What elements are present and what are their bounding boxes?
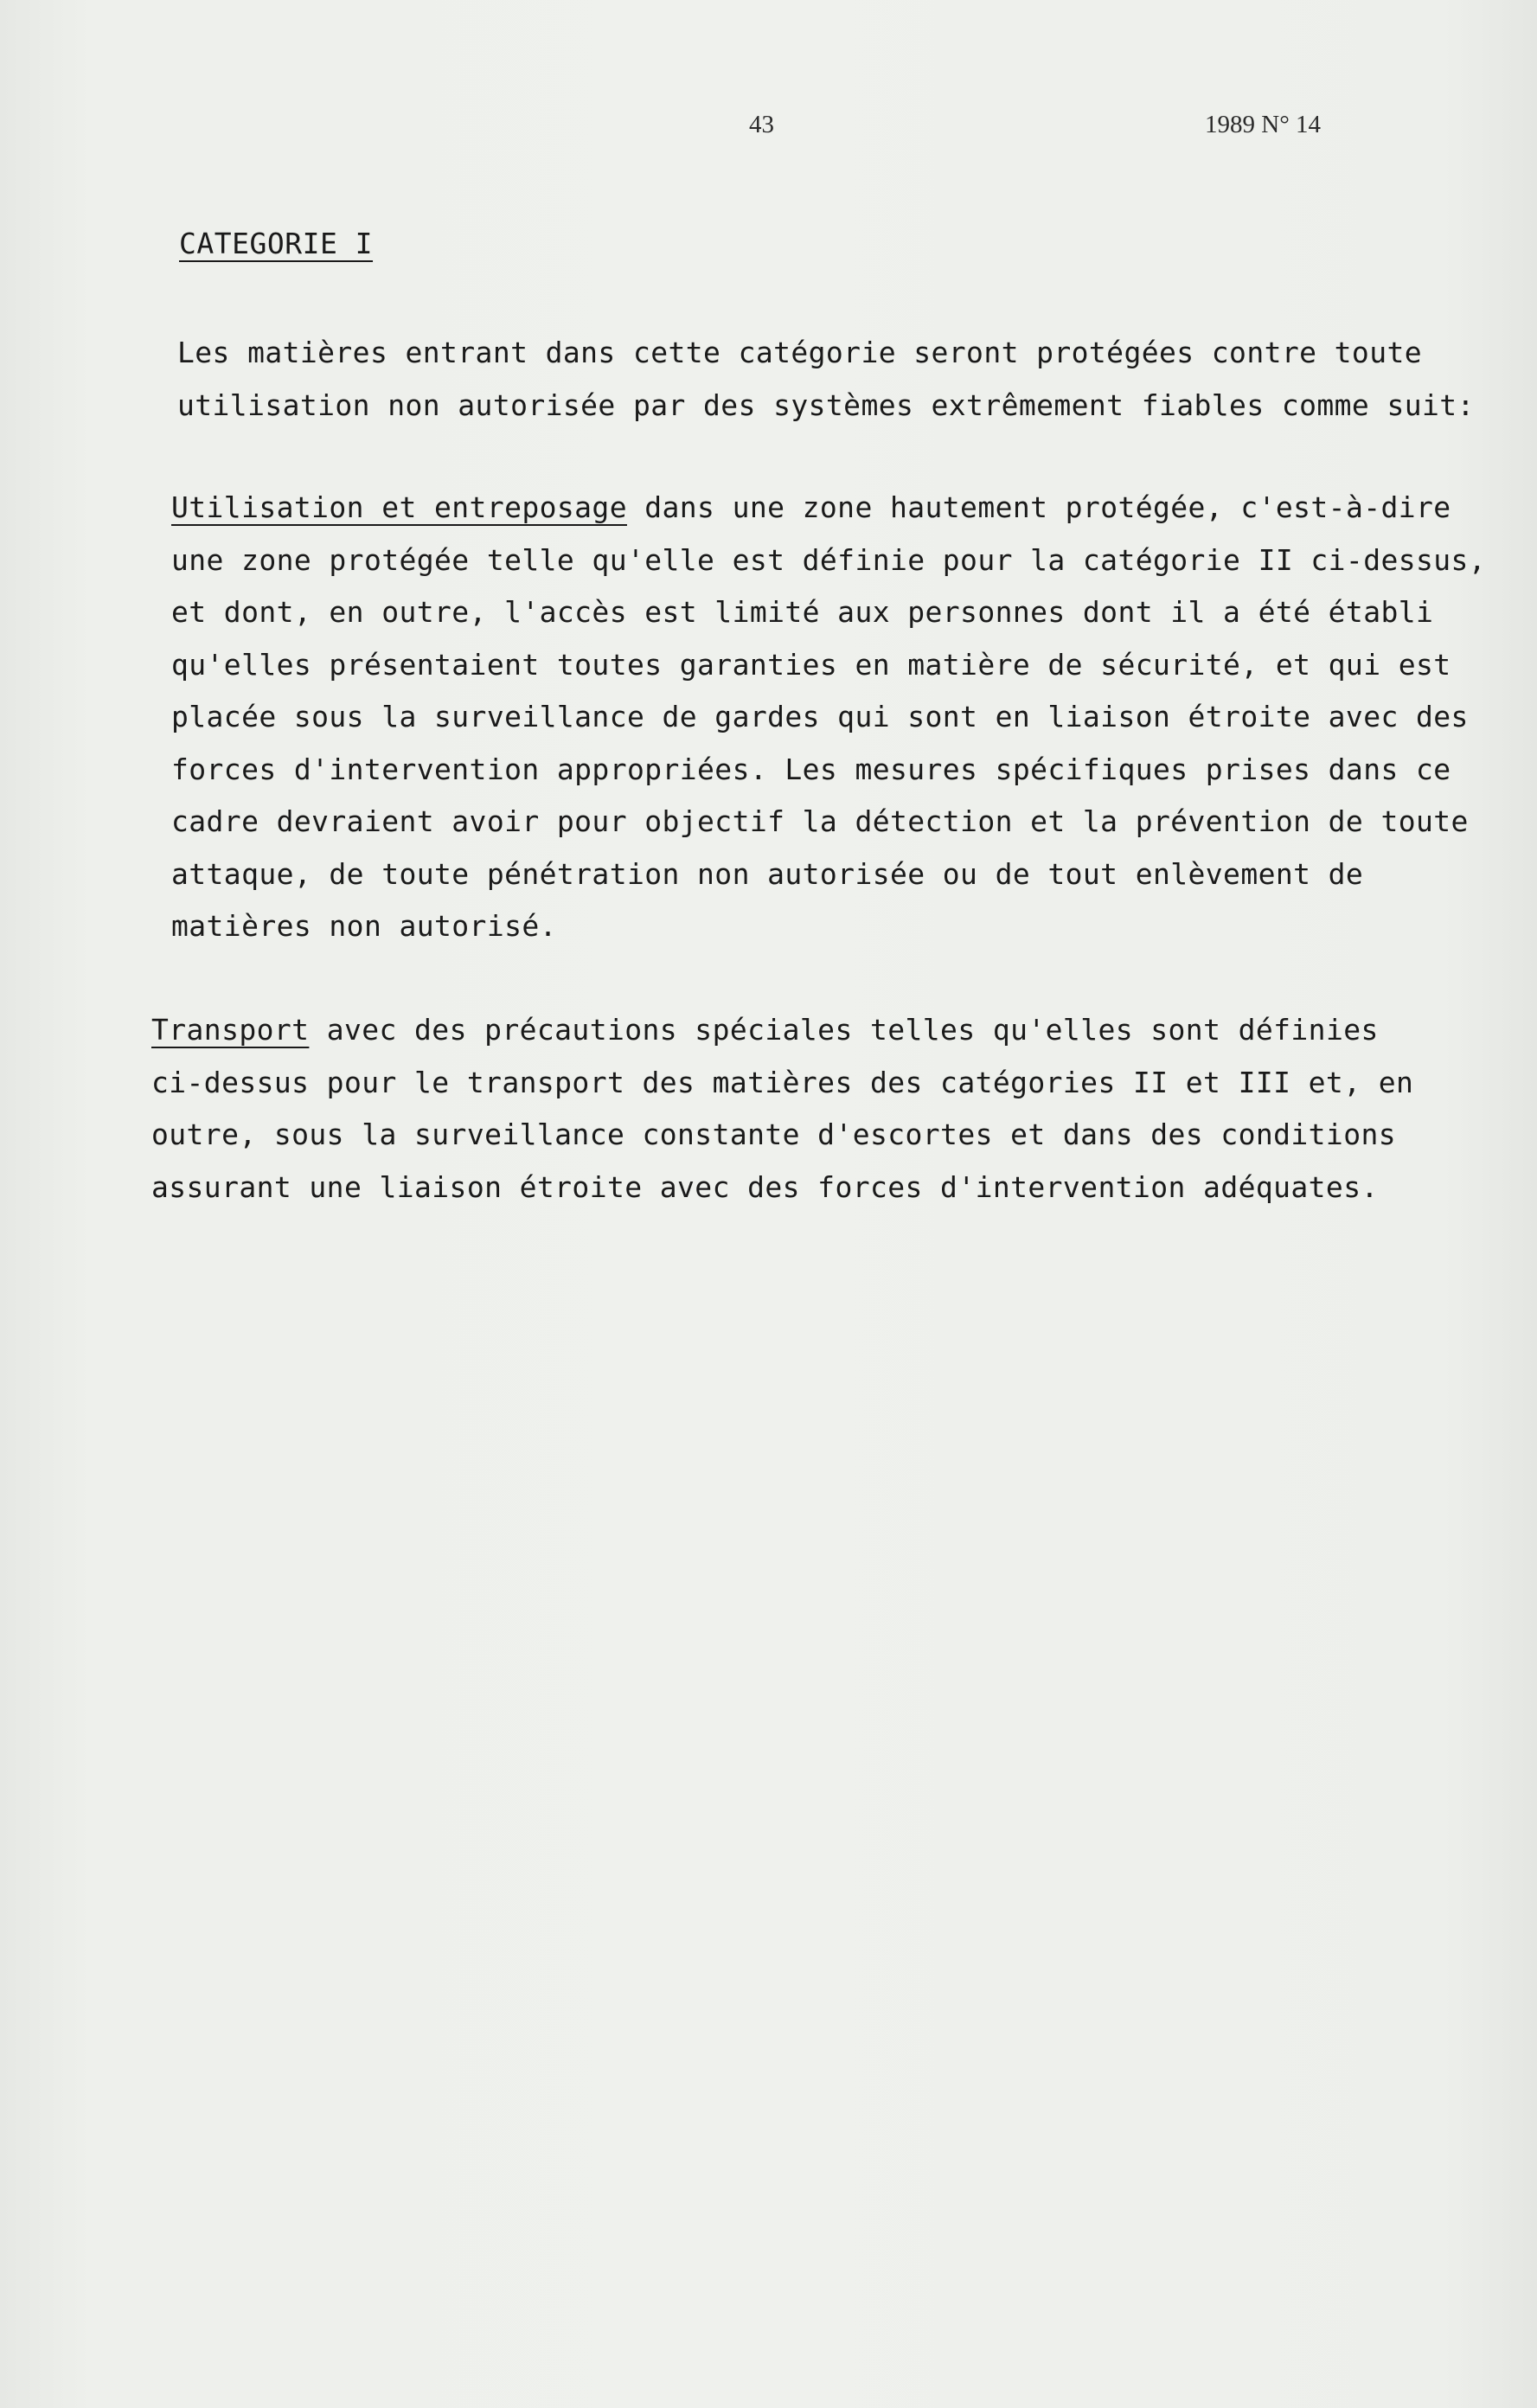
text-line: forces d'intervention appropriées. Les mesures spécifiques prises dans ce bbox=[171, 752, 1451, 786]
intro-paragraph bbox=[177, 327, 1475, 432]
text-line: placée sous la surveillance de gardes qui sont en liaison étroite avec des bbox=[171, 700, 1469, 733]
transport-term: Transport bbox=[151, 1013, 310, 1047]
utilisation-term: Utilisation et entreposage bbox=[171, 490, 627, 524]
utilisation-paragraph bbox=[171, 482, 1486, 953]
text-line: utilisation non autorisée par des systèmes extrêmement fiables comme suit: bbox=[177, 387, 1475, 422]
text-line: qu'elles présentaient toutes garanties en matière de sécurité, et qui est bbox=[171, 647, 1451, 682]
text-line: et dont, en outre, l'accès est limité aux personnes dont il a été établi bbox=[171, 595, 1434, 629]
text-line: une zone protégée telle qu'elle est définie pour la catégorie II ci-dessus, bbox=[171, 542, 1487, 577]
page-number: 43 bbox=[749, 111, 774, 138]
text-line: ci-dessus pour le transport des matières des catégories II et III et, en bbox=[151, 1065, 1414, 1099]
text-line: outre, sous la surveillance constante d'escortes et dans des conditions bbox=[151, 1118, 1397, 1151]
section-heading: CATEGORIE I bbox=[179, 227, 374, 260]
text-line bbox=[171, 482, 1486, 535]
transport-first-line-rest: avec des précautions spéciales telles qu'elles sont définies bbox=[309, 1013, 1379, 1047]
utilisation-first-line-rest: dans une zone hautement protégée, c'est-à-dire bbox=[626, 490, 1451, 524]
text-line: attaque, de toute pénétration non autorisée ou de tout enlèvement de bbox=[171, 856, 1364, 891]
text-line: cadre devraient avoir pour objectif la détection et la prévention de toute bbox=[171, 804, 1469, 838]
transport-paragraph bbox=[151, 1004, 1413, 1214]
text-line: assurant une liaison étroite avec des forces d'intervention adéquates. bbox=[151, 1169, 1379, 1204]
issue-number: 1989 N° 14 bbox=[1205, 111, 1322, 138]
text-line: matières non autorisé. bbox=[171, 909, 557, 943]
text-line: Les matières entrant dans cette catégorie seront protégées contre toute bbox=[177, 336, 1423, 369]
text-line bbox=[151, 1004, 1413, 1057]
